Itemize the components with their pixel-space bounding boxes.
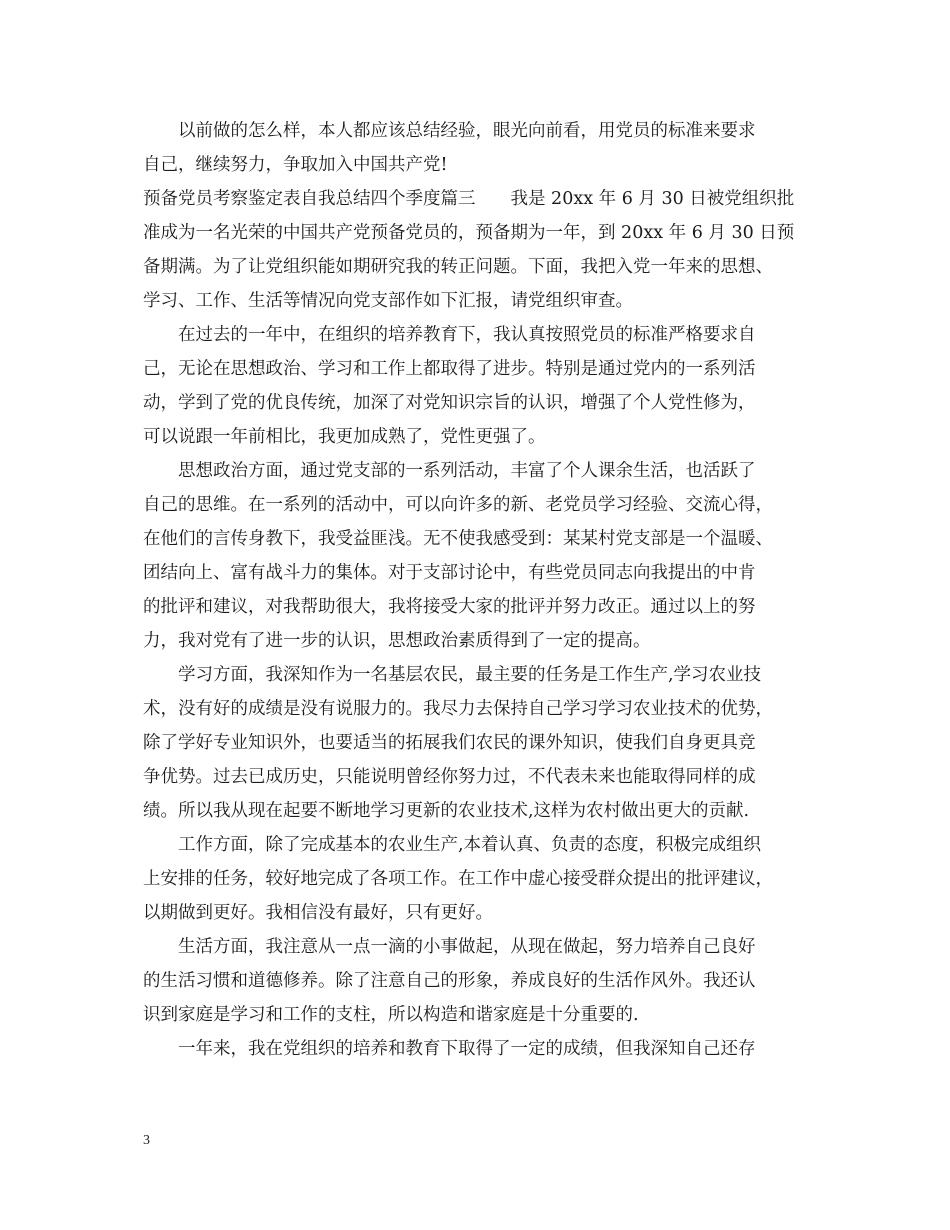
text-line: 学习、工作、生活等情况向党支部作如下汇报，请党组织审查。: [143, 291, 633, 311]
text-line: 识到家庭是学习和工作的支柱，所以构造和谐家庭是十分重要的.: [143, 1005, 639, 1025]
text-line: 思想政治方面，通过党支部的一系列活动，丰富了个人课余生活，也活跃了: [143, 461, 756, 481]
text-line: 预备党员考察鉴定表自我总结四个季度篇三 我是 20xx 年 6 月 30 日被党组织批: [143, 189, 795, 209]
text-line: 一年来，我在党组织的培养和教育下取得了一定的成绩，但我深知自己还存: [143, 1039, 756, 1059]
text-line: 动，学到了党的优良传统，加深了对党知识宗旨的认识，增强了个人党性修为，: [143, 393, 756, 413]
text-line: 可以说跟一年前相比，我更加成熟了，党性更强了。: [143, 427, 546, 447]
text-line: 己，无论在思想政治、学习和工作上都取得了进步。特别是通过党内的一系列活: [143, 359, 756, 379]
text-line: 自己的思维。在一系列的活动中，可以向许多的新、老党员学习经验、交流心得，: [143, 495, 773, 515]
text-line: 术，没有好的成绩是没有说服力的。我尽力去保持自己学习学习农业技术的优势，: [143, 699, 773, 719]
text-line: 团结向上、富有战斗力的集体。对于支部讨论中，有些党员同志向我提出的中肯: [143, 563, 756, 583]
text-line: 上安排的任务，较好地完成了各项工作。在工作中虚心接受群众提出的批评建议，: [143, 869, 773, 889]
text-line: 备期满。为了让党组织能如期研究我的转正问题。下面，我把入党一年来的思想、: [143, 257, 773, 277]
text-line: 工作方面，除了完成基本的农业生产,本着认真、负责的态度，积极完成组织: [143, 835, 762, 855]
text-line: 在过去的一年中，在组织的培养教育下，我认真按照党员的标准严格要求自: [143, 325, 756, 345]
text-line: 力，我对党有了进一步的认识，思想政治素质得到了一定的提高。: [143, 631, 651, 651]
text-line: 在他们的言传身教下，我受益匪浅。无不使我感受到：某某村党支部是一个温暖、: [143, 529, 773, 549]
text-line: 争优势。过去已成历史，只能说明曾经你努力过，不代表未来也能取得同样的成: [143, 767, 756, 787]
text-line: 的生活习惯和道德修养。除了注意自己的形象，养成良好的生活作风外。我还认: [143, 971, 756, 991]
page-number: 3: [143, 1133, 150, 1148]
text-line: 绩。所以我从现在起要不断地学习更新的农业技术,这样为农村做出更大的贡献.: [143, 801, 750, 821]
text-line: 除了学好专业知识外，也要适当的拓展我们农民的课外知识，使我们自身更具竞: [143, 733, 756, 753]
text-line: 以期做到更好。我相信没有最好，只有更好。: [143, 903, 493, 923]
text-line: 自己，继续努力，争取加入中国共产党!: [143, 155, 448, 175]
text-line: 学习方面，我深知作为一名基层农民，最主要的任务是工作生产,学习农业技: [143, 665, 762, 685]
body-text: [143, 114, 811, 1066]
text-line: 以前做的怎么样，本人都应该总结经验，眼光向前看，用党员的标准来要求: [143, 121, 756, 141]
text-line: 准成为一名光荣的中国共产党预备党员的，预备期为一年，到 20xx 年 6 月 30 日预: [143, 223, 795, 243]
text-line: 的批评和建议，对我帮助很大，我将接受大家的批评并努力改正。通过以上的努: [143, 597, 756, 617]
text-line: 生活方面，我注意从一点一滴的小事做起，从现在做起，努力培养自己良好: [143, 937, 756, 957]
